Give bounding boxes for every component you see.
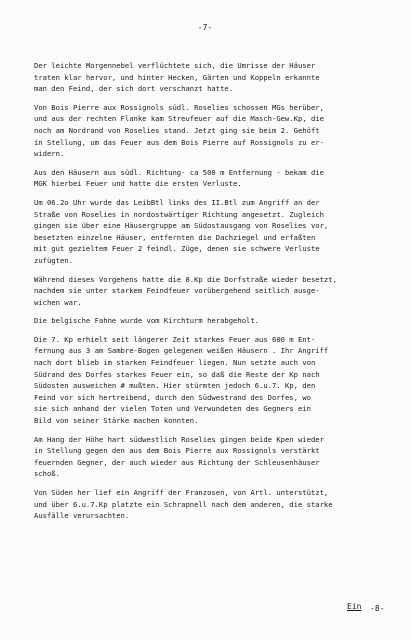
- text-line: Feind vor sich hertreibend, durch den Südwestrand des Dorfes, wo: [34, 392, 311, 402]
- paragraph: [34, 102, 384, 160]
- text-line: zufügten.: [34, 255, 73, 265]
- text-line: widern.: [34, 149, 65, 159]
- catchword: Ein: [347, 602, 362, 611]
- text-line: Der leichte Morgennebel verflüchtete sich, die Umrisse der Häuser: [34, 61, 316, 70]
- document-body: [34, 60, 384, 529]
- text-line: Am Hang der Höhe hart südwestlich Roselies gingen beide Kpen wieder: [34, 434, 324, 444]
- text-line: noch am Nordrand von Roselies stand. Jetzt ging sie beim 2. Gehöft: [34, 125, 320, 135]
- text-line: Straße von Roselies in nordostwärtiger Richtung angesetzt. Zugleich: [34, 209, 324, 219]
- paragraph: [34, 434, 384, 480]
- text-line: Südosten ausweichen # mußten. Hier stürmten jedoch 6.u.7. Kp, den: [34, 381, 316, 391]
- paragraph: [34, 197, 384, 267]
- text-line: Um 06.2o Uhr wurde das LeibBtl links des II.Btl zum Angriff an der: [34, 197, 320, 207]
- paragraph: [34, 487, 384, 522]
- text-line: nach dort blieb im starken Feindfeuer liegen. Nun setzte auch von: [34, 358, 316, 368]
- paragraph: [34, 60, 384, 95]
- text-line: fernung aus 3 am Sambre-Bogen gelegenen weißen Häusern . Ihr Angriff: [34, 346, 329, 356]
- text-line: Aus den Häusern aus südl. Richtung- ca 500 m Entfernung - bekam die: [34, 167, 324, 177]
- paragraph: [34, 315, 384, 327]
- text-line: feuernden Gegner, der auch wieder aus Richtung der Schleusenhäuser: [34, 457, 320, 467]
- text-line: Die belgische Fahne wurde vom Kirchturm herabgeholt.: [34, 316, 260, 326]
- text-line: Von Süden her lief ein Angriff der Franzosen, von Artl. unterstützt,: [34, 488, 329, 497]
- text-line: in Stellung gegen den aus dem Bois Pierre aux Rossignols verstärkt: [34, 446, 320, 456]
- text-line: und über 6.u.7.Kp platzte ein Schrapnell nach dem anderen, die starke: [34, 499, 333, 509]
- text-line: nachdem sie unter starkem Feindfeuer vorübergehend seitlich ausge-: [34, 286, 320, 296]
- text-line: Während dieses Vorgehens hatte die 8.Kp die Dorfstraße wieder besetzt,: [34, 274, 337, 284]
- text-line: Südrand des Dorfes starkes Feuer ein, so daß die Reste der Kp nach: [34, 369, 320, 379]
- text-line: in Stellung, um das Feuer aus dem Bois Pierre auf Rossignols zu er-: [34, 137, 324, 147]
- next-page-number: -8-: [370, 604, 385, 613]
- page-number: -7-: [197, 23, 213, 32]
- text-line: MGK hierbei Feuer und hatte die ersten Verluste.: [34, 179, 242, 189]
- text-line: und aus der rechten Flanke kam Streufeuer auf die Masch-Gew.Kp, die: [34, 114, 324, 124]
- text-line: Die 7. Kp erhielt seit längerer Zeit starkes Feuer aus 600 m Ent-: [34, 334, 316, 344]
- text-line: mit gut gezieltem Feuer 2 feindl. Züge, denen sie schwere Verluste: [34, 244, 320, 254]
- text-line: man den Feind, der sich dort verschanzt hatte.: [34, 84, 234, 94]
- text-line: Von Bois Pierre aux Rossignols südl. Roselies schossen MGs herüber,: [34, 102, 324, 112]
- text-line: gingen sie über eine Häusergruppe am Südostausgang von Roselies vor,: [34, 221, 329, 231]
- paragraph: [34, 334, 384, 427]
- text-line: wichen war.: [34, 297, 82, 307]
- text-line: schoß.: [34, 469, 60, 479]
- text-line: traten klar hervor, und hinter Hecken, Gärten und Koppeln erkannte: [34, 72, 320, 82]
- paragraph: [34, 274, 384, 309]
- text-line: Bild von seiner Stärke machen konnten.: [34, 416, 199, 426]
- text-line: sie sich anhand der vielen Toten und Verwundeten des Gegners ein: [34, 404, 311, 414]
- text-line: besetzten einzelne Häuser, entfernten die Dachziegel und erfaßten: [34, 232, 316, 242]
- text-line: Ausfälle verursachten.: [34, 511, 130, 521]
- paragraph: [34, 167, 384, 190]
